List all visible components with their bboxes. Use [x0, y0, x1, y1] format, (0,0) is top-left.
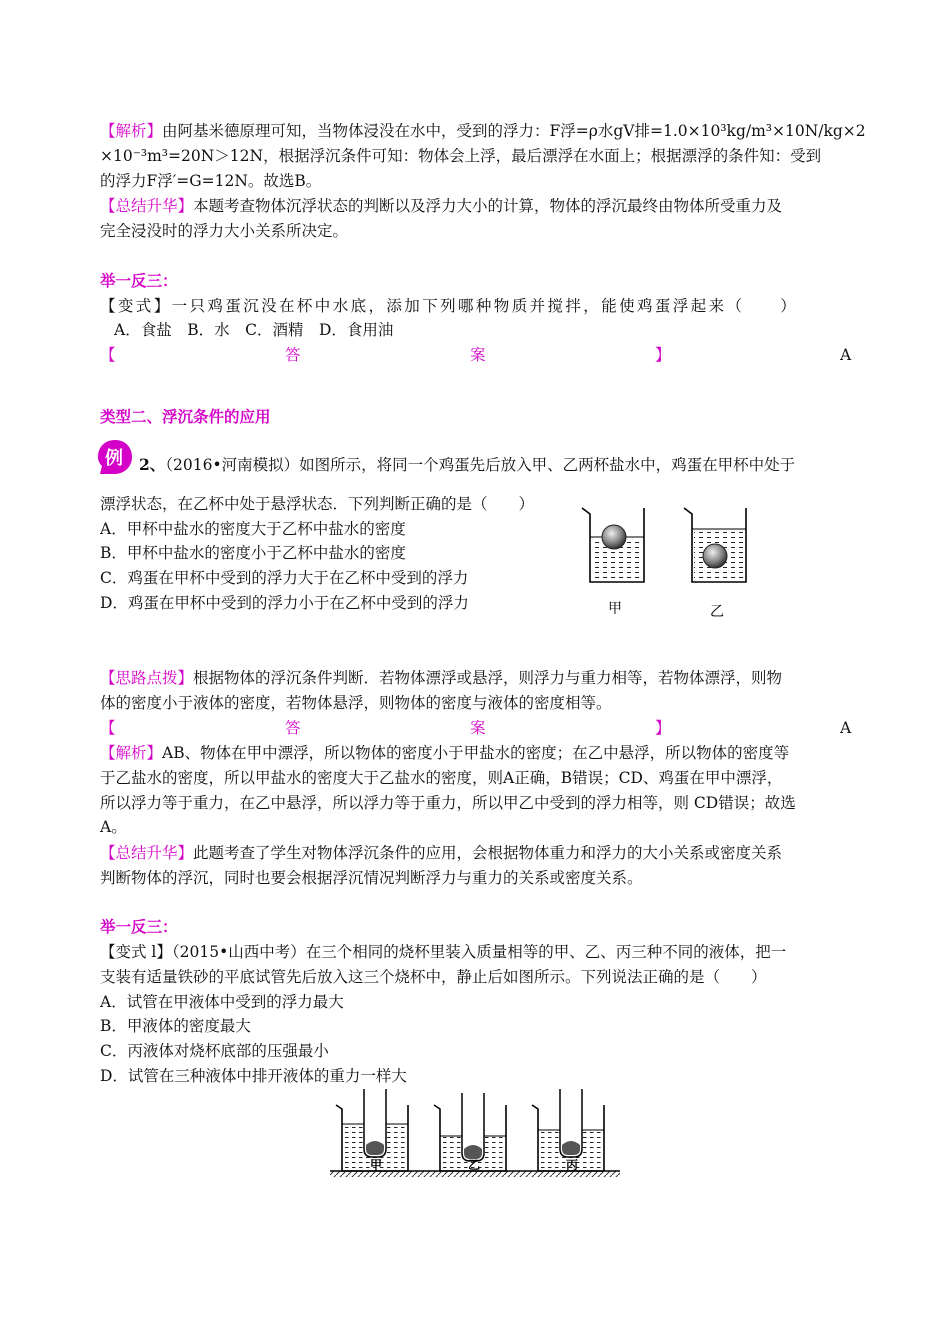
option-b: B．甲杯中盐水的密度小于乙杯中盐水的密度 — [100, 544, 406, 562]
option-d: D．鸡蛋在甲杯中受到的浮力小于在乙杯中受到的浮力 — [100, 594, 469, 612]
option-a: A．甲杯中盐水的密度大于乙杯中盐水的密度 — [100, 520, 406, 538]
option2-a: A．试管在甲液体中受到的浮力最大 — [100, 993, 344, 1011]
egg-floating — [602, 525, 626, 549]
summary-line-1: 【总结升华】本题考查物体沉浮状态的判断以及浮力大小的计算，物体的浮沉最终由物体所受重力及 — [100, 197, 783, 215]
analysis2-line-4: A。 — [100, 818, 127, 836]
egg-suspended — [703, 544, 727, 568]
option-c: C．鸡蛋在甲杯中受到的浮力大于在乙杯中受到的浮力 — [100, 569, 469, 587]
analysis2-line-3: 所以浮力等于重力，在乙中悬浮，所以浮力等于重力，所以甲乙中受到的浮力相等，则 CD错误；故选 — [100, 794, 796, 812]
practice2-heading: 举一反三： — [100, 918, 178, 936]
analysis-line-1: 【解析】由阿基米德原理可知，当物体浸没在水中，受到的浮力：F浮=ρ水gV排=1.0×10³kg/m³×10N/kg×2 — [100, 122, 866, 140]
option2-c: C．丙液体对烧杯底部的压强最小 — [100, 1042, 329, 1060]
analysis2-line-1: 【解析】AB、物体在甲中漂浮，所以物体的密度小于甲盐水的密度；在乙中悬浮，所以物体的密度等 — [100, 744, 790, 762]
summary2-line-2: 判断物体的浮沉，同时也要会根据浮沉情况判断浮力与重力的关系或密度关系。 — [100, 869, 643, 887]
badge-label: 例 — [105, 448, 123, 469]
analysis-tag: 【解析】 — [100, 122, 163, 140]
section-heading: 类型二、浮沉条件的应用 — [100, 408, 271, 426]
variant-options: A．食盐 B．水 C．酒精 D．食用油 — [114, 321, 394, 339]
option2-b: B．甲液体的密度最大 — [100, 1017, 251, 1035]
beaker-label-a: 甲 — [608, 601, 622, 617]
hint-line-2: 体的密度小于液体的密度，若物体悬浮，则物体的密度与液体的密度相等。 — [100, 694, 612, 712]
summary-line-2: 完全浸没时的浮力大小关系所决定。 — [100, 222, 349, 240]
answer-value: A — [840, 346, 852, 364]
variant2-line-2: 支装有适量铁砂的平底试管先后放入这三个烧杯中，静止后如图所示。下列说法正确的是（ ） — [100, 968, 767, 986]
example-badge — [96, 438, 134, 476]
analysis-line-3: 的浮力F浮′=G=12N。故选B。 — [100, 172, 322, 190]
answer-value-2: A — [840, 719, 852, 737]
beaker-b — [684, 508, 746, 582]
hint-tag: 【思路点拨】 — [100, 669, 194, 687]
practice-heading: 举一反三： — [100, 272, 178, 290]
variant-question: 【变式】一只鸡蛋沉没在杯中水底，添加下列哪种物质并搅拌，能使鸡蛋浮起来（ ） — [100, 297, 799, 315]
beaker-a — [582, 508, 644, 582]
analysis-line-2: ×10⁻³m³=20N＞12N，根据浮沉条件可知：物体会上浮，最后漂浮在水面上；根据漂浮的条件知：受到 — [100, 147, 822, 165]
summary-tag: 【总结升华】 — [100, 197, 194, 215]
example-question-line-2: 漂浮状态，在乙杯中处于悬浮状态．下列判断正确的是（ ） — [100, 495, 535, 513]
beaker-label-yi: 乙 — [468, 1158, 481, 1172]
analysis-tag-2: 【解析】 — [100, 744, 163, 762]
option2-d: D．试管在三种液体中排开液体的重力一样大 — [100, 1067, 407, 1085]
hint-line-1: 【思路点拨】根据物体的浮沉条件判断．若物体漂浮或悬浮，则浮力与重力相等，若物体漂浮，则物 — [100, 669, 783, 687]
example-question-line-1: 2、（2016•河南模拟）如图所示，将同一个鸡蛋先后放入甲、乙两杯盐水中，鸡蛋在甲杯中处于 — [139, 455, 796, 474]
beaker-label-b: 乙 — [710, 604, 724, 620]
beaker-label-bing: 丙 — [566, 1158, 579, 1172]
analysis2-line-2: 于乙盐水的密度，所以甲盐水的密度大于乙盐水的密度，则A正确，B错误；CD、鸡蛋在甲中漂浮， — [100, 769, 783, 787]
variant2-line-1: 【变式 l】（2015•山西中考）在三个相同的烧杯里装入质量相等的甲、乙、丙三种不同的液体，把一 — [100, 943, 787, 961]
test-tube-figure — [330, 1085, 625, 1185]
beakers-figure — [578, 500, 768, 625]
summary2-line-1: 【总结升华】此题考查了学生对物体浮沉条件的应用，会根据物体重力和浮力的大小关系或密度关系 — [100, 844, 783, 862]
beaker-label-jia: 甲 — [370, 1158, 383, 1172]
summary-tag-2: 【总结升华】 — [100, 844, 194, 862]
